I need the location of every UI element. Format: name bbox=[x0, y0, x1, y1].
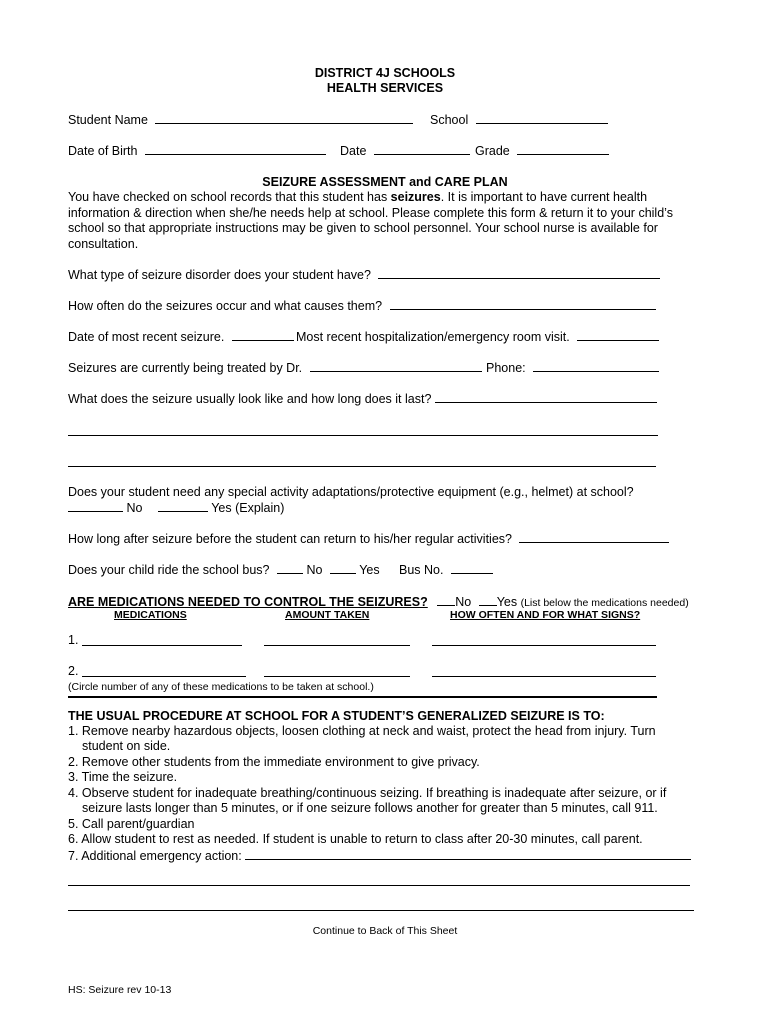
hospitalization-label: Most recent hospitalization/emergency room visit. bbox=[296, 330, 570, 344]
assessment-title: SEIZURE ASSESSMENT and CARE PLAN bbox=[262, 175, 508, 189]
adaptations-yes-blank[interactable] bbox=[158, 500, 208, 512]
section-divider bbox=[68, 696, 657, 698]
procedure-step-7-row bbox=[68, 848, 691, 864]
form-revision: HS: Seizure rev 10-13 bbox=[68, 984, 172, 996]
seizure-description-label: What does the seizure usually look like and how long does it last? bbox=[68, 392, 432, 406]
date-row bbox=[340, 143, 470, 159]
amount-column-header: AMOUNT TAKEN bbox=[285, 609, 370, 621]
recent-seizure-label: Date of most recent seizure. bbox=[68, 330, 225, 344]
procedure-step-4-cont: seizure lasts longer than 5 minutes, or if one seizure follows another for greater than 5 minutes, call 911. bbox=[82, 801, 658, 815]
seizure-type-field[interactable] bbox=[378, 267, 660, 279]
procedure-step-7: 7. Additional emergency action: bbox=[68, 849, 242, 863]
dob-row bbox=[68, 143, 326, 159]
bus-yes-blank[interactable] bbox=[330, 562, 356, 574]
seizure-description-row bbox=[68, 391, 657, 407]
school-label: School bbox=[430, 113, 469, 127]
treating-doctor-label: Seizures are currently being treated by Dr. bbox=[68, 361, 303, 375]
bus-no-blank[interactable] bbox=[277, 562, 303, 574]
grade-label: Grade bbox=[475, 144, 510, 158]
procedure-step-5: 5. Call parent/guardian bbox=[68, 817, 195, 831]
med-row-2-number: 2. bbox=[68, 664, 79, 678]
description-line-2[interactable] bbox=[68, 466, 656, 467]
circle-medications-note: (Circle number of any of these medications to be taken at school.) bbox=[68, 681, 374, 693]
seizure-type-label: What type of seizure disorder does your student have? bbox=[68, 268, 371, 282]
recent-seizure-field[interactable] bbox=[232, 329, 294, 341]
procedure-step-4: 4. Observe student for inadequate breathing/continuous seizing. If breathing is inadequate after seizure, or if bbox=[68, 786, 667, 800]
meds-list-note: (List below the medications needed) bbox=[520, 597, 689, 609]
intro-text-emphasis: seizures bbox=[390, 190, 441, 204]
meds-yes-blank[interactable] bbox=[479, 594, 497, 606]
bus-question: Does your child ride the school bus? bbox=[68, 563, 270, 577]
description-line-1[interactable] bbox=[68, 435, 658, 436]
emergency-action-line-3[interactable] bbox=[68, 910, 694, 911]
seizure-description-field[interactable] bbox=[435, 391, 657, 403]
med-2-frequency-field[interactable] bbox=[432, 676, 656, 677]
bus-number-field[interactable] bbox=[451, 562, 493, 574]
adaptations-no-label: No bbox=[126, 501, 143, 515]
adaptations-question: Does your student need any special activity adaptations/protective equipment (e.g., helmet) at school? bbox=[68, 485, 634, 499]
med-row-1-number: 1. bbox=[68, 633, 79, 647]
return-activities-row bbox=[68, 531, 669, 547]
intro-text-end: . It is important to have current health information & direction when she/he needs help at school. Please complete this form & return it to your child’s school so that appropriate instructions may be given to school personnel. Your school nurse is available for consultation. bbox=[68, 190, 673, 251]
treating-doctor-field[interactable] bbox=[310, 360, 482, 372]
meds-no-blank[interactable] bbox=[437, 594, 455, 606]
district-title: DISTRICT 4J SCHOOLS bbox=[314, 66, 456, 80]
procedure-step-3: 3. Time the seizure. bbox=[68, 770, 178, 784]
return-activities-label: How long after seizure before the student can return to his/her regular activities? bbox=[68, 532, 512, 546]
doctor-phone-row bbox=[486, 360, 659, 376]
meds-no-label: No bbox=[455, 595, 472, 609]
procedure-step-6: 6. Allow student to rest as needed. If student is unable to return to class after 20-30 minutes, call parent. bbox=[68, 832, 643, 846]
med-2-amount-field[interactable] bbox=[264, 676, 410, 677]
medications-column-header: MEDICATIONS bbox=[114, 609, 187, 621]
grade-field[interactable] bbox=[517, 143, 609, 155]
bus-number-label: Bus No. bbox=[399, 563, 444, 577]
frequency-column-header: HOW OFTEN AND FOR WHAT SIGNS? bbox=[450, 609, 641, 621]
procedure-step-1-cont: student on side. bbox=[82, 739, 171, 753]
med-1-name-field[interactable] bbox=[82, 645, 242, 646]
medications-question: ARE MEDICATIONS NEEDED TO CONTROL THE SEIZURES? bbox=[68, 595, 428, 609]
seizure-frequency-label: How often do the seizures occur and what causes them? bbox=[68, 299, 383, 313]
department-title: HEALTH SERVICES bbox=[326, 81, 444, 95]
student-name-row bbox=[68, 112, 413, 128]
med-2-name-field[interactable] bbox=[82, 676, 246, 677]
adaptations-no-blank[interactable] bbox=[68, 500, 123, 512]
seizure-frequency-row bbox=[68, 298, 656, 314]
seizure-type-row bbox=[68, 267, 660, 283]
med-1-amount-field[interactable] bbox=[264, 645, 410, 646]
treating-doctor-row bbox=[68, 360, 482, 376]
procedure-title: THE USUAL PROCEDURE AT SCHOOL FOR A STUDENT’S GENERALIZED SEIZURE IS TO: bbox=[68, 709, 605, 723]
school-field[interactable] bbox=[476, 112, 608, 124]
assessment-intro bbox=[68, 190, 680, 252]
bus-row bbox=[68, 562, 380, 578]
return-activities-field[interactable] bbox=[519, 531, 669, 543]
procedure-step-1: 1. Remove nearby hazardous objects, loosen clothing at neck and waist, protect the head from injury. Turn bbox=[68, 724, 656, 738]
dob-label: Date of Birth bbox=[68, 144, 138, 158]
date-field[interactable] bbox=[374, 143, 470, 155]
continue-note: Continue to Back of This Sheet bbox=[312, 925, 458, 937]
doctor-phone-label: Phone: bbox=[486, 361, 526, 375]
emergency-action-line-2[interactable] bbox=[68, 885, 690, 886]
adaptations-yes-label: Yes (Explain) bbox=[211, 501, 285, 515]
hospitalization-field[interactable] bbox=[577, 329, 659, 341]
emergency-action-field[interactable] bbox=[245, 848, 691, 860]
student-name-field[interactable] bbox=[155, 112, 413, 124]
bus-yes-label: Yes bbox=[359, 563, 380, 577]
procedure-step-2: 2. Remove other students from the immediate environment to give privacy. bbox=[68, 755, 480, 769]
dob-field[interactable] bbox=[145, 143, 326, 155]
meds-yes-label: Yes bbox=[496, 595, 518, 609]
adaptations-answer-row bbox=[68, 500, 284, 516]
grade-row bbox=[475, 143, 609, 159]
med-1-frequency-field[interactable] bbox=[432, 645, 656, 646]
bus-number-row bbox=[399, 562, 493, 578]
doctor-phone-field[interactable] bbox=[533, 360, 659, 372]
intro-text-start: You have checked on school records that this student has bbox=[68, 190, 391, 204]
bus-no-label: No bbox=[306, 563, 323, 577]
hospitalization-row bbox=[296, 329, 659, 345]
date-label: Date bbox=[340, 144, 367, 158]
seizure-frequency-field[interactable] bbox=[390, 298, 656, 310]
student-name-label: Student Name bbox=[68, 113, 148, 127]
school-row bbox=[430, 112, 608, 128]
recent-seizure-row bbox=[68, 329, 294, 345]
